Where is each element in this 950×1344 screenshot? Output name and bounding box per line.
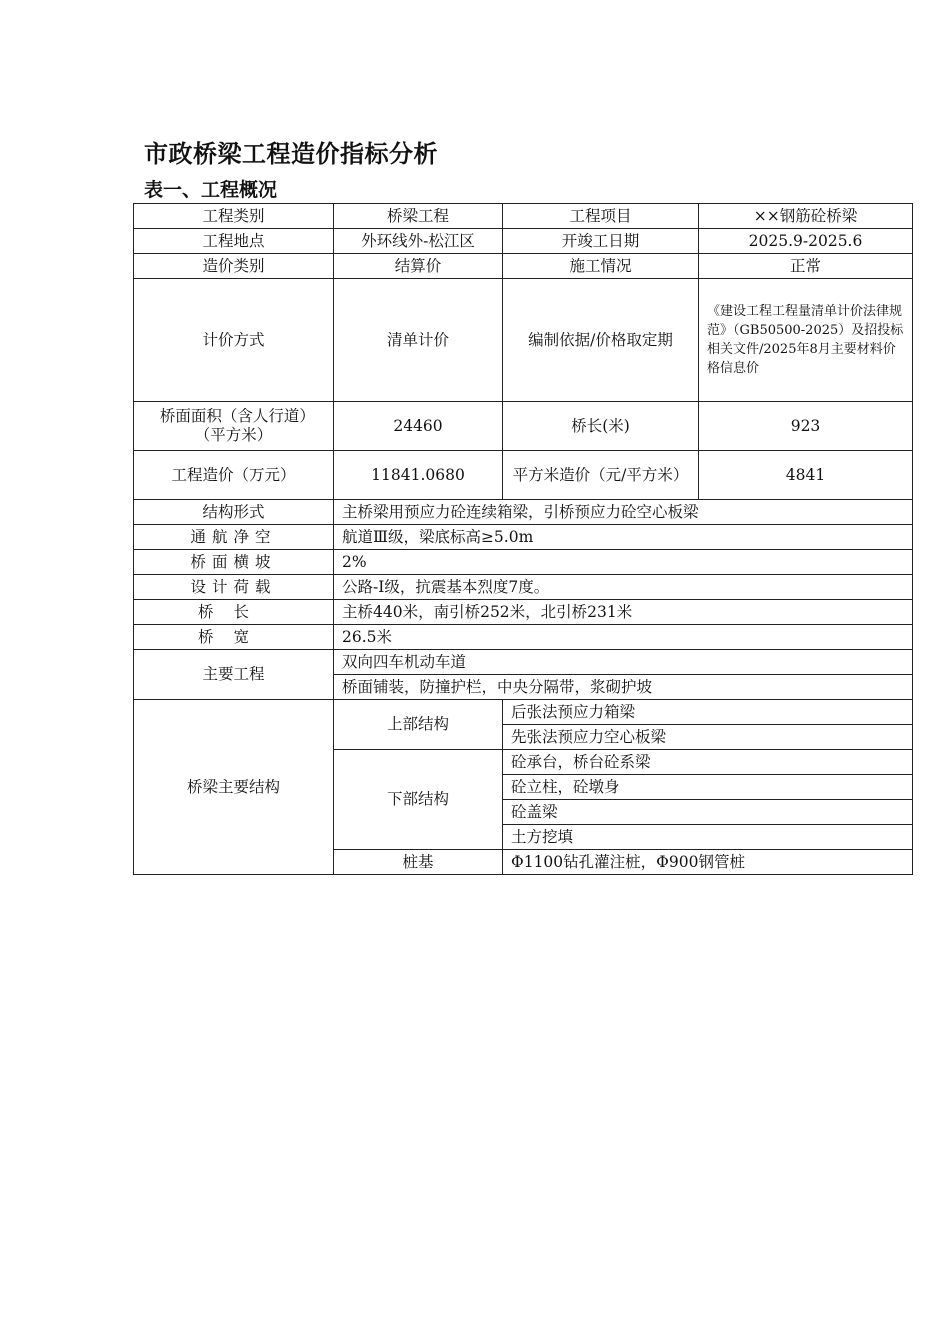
cell-label: 工程类别 [134, 204, 334, 229]
cell-label: 造价类别 [134, 254, 334, 279]
cell-value: 清单计价 [334, 279, 503, 402]
table-row [134, 525, 913, 550]
cell-label: 桥面横坡 [134, 550, 334, 575]
cell-value: 先张法预应力空心板梁 [503, 725, 913, 750]
cell-value: 砼盖梁 [503, 800, 913, 825]
pricing-basis-note: 《建设工程工程量清单计价法律规范》（GB50500-2025）及招投标相关文件/2025年8月主要材料价格信息价 [699, 279, 913, 402]
cell-label: 通航净空 [134, 525, 334, 550]
cell-value: 双向四车机动车道 [334, 650, 913, 675]
cell-label: 工程造价（万元） [134, 451, 334, 500]
table-row [134, 650, 913, 675]
cell-value: 砼立柱，砼墩身 [503, 775, 913, 800]
cell-label: 计价方式 [134, 279, 334, 402]
cell-value: 11841.0680 [334, 451, 503, 500]
cell-value: 4841 [699, 451, 913, 500]
cell-label: 编制依据/价格取定期 [503, 279, 699, 402]
cell-label: 桥梁主要结构 [134, 700, 334, 875]
page-title: 市政桥梁工程造价指标分析 [144, 140, 438, 168]
cell-value: 主桥440米，南引桥252米，北引桥231米 [334, 600, 913, 625]
cell-value: 923 [699, 402, 913, 451]
cell-value: 主桥梁用预应力砼连续箱梁，引桥预应力砼空心板梁 [334, 500, 913, 525]
cell-value: 公路-Ⅰ级，抗震基本烈度7度。 [334, 575, 913, 600]
table-row [134, 575, 913, 600]
table-row [134, 229, 913, 254]
table-row [134, 279, 913, 402]
table-row [134, 625, 913, 650]
cell-value: 26.5米 [334, 625, 913, 650]
cell-value: ××钢筋砼桥梁 [699, 204, 913, 229]
cell-label: 上部结构 [334, 700, 503, 750]
table-row [134, 254, 913, 279]
cell-label: 桥面面积（含人行道） （平方米） [134, 402, 334, 451]
section-heading: 表一、工程概况 [144, 179, 278, 201]
cell-label: 工程地点 [134, 229, 334, 254]
cell-label: 桥长 [134, 600, 334, 625]
cell-value: 航道Ⅲ级，梁底标高≥5.0m [334, 525, 913, 550]
cell-value: 正常 [699, 254, 913, 279]
cell-label: 结构形式 [134, 500, 334, 525]
cell-label: 施工情况 [503, 254, 699, 279]
table-row [134, 204, 913, 229]
cell-value: 结算价 [334, 254, 503, 279]
cell-label: 下部结构 [334, 750, 503, 850]
cell-label: 开竣工日期 [503, 229, 699, 254]
cell-value: 后张法预应力箱梁 [503, 700, 913, 725]
cell-value: 2025.9-2025.6 [699, 229, 913, 254]
cell-value: 砼承台，桥台砼系梁 [503, 750, 913, 775]
cell-value: Φ1100钻孔灌注桩，Φ900钢管桩 [503, 850, 913, 875]
cell-value: 桥梁工程 [334, 204, 503, 229]
table-row [134, 700, 913, 725]
cell-label: 主要工程 [134, 650, 334, 700]
cell-label: 桥宽 [134, 625, 334, 650]
project-overview-table [133, 203, 913, 875]
cell-label: 桥长(米) [503, 402, 699, 451]
table-row [134, 550, 913, 575]
cell-label: 工程项目 [503, 204, 699, 229]
table-row [134, 500, 913, 525]
table-row [134, 402, 913, 451]
table-row [134, 600, 913, 625]
cell-label: 桩基 [334, 850, 503, 875]
cell-label: 平方米造价（元/平方米） [503, 451, 699, 500]
cell-value: 2% [334, 550, 913, 575]
cell-value: 桥面铺装，防撞护栏，中央分隔带，浆砌护坡 [334, 675, 913, 700]
cell-value: 外环线外-松江区 [334, 229, 503, 254]
cell-label: 设计荷载 [134, 575, 334, 600]
table-row [134, 451, 913, 500]
cell-value: 土方挖填 [503, 825, 913, 850]
cell-value: 24460 [334, 402, 503, 451]
